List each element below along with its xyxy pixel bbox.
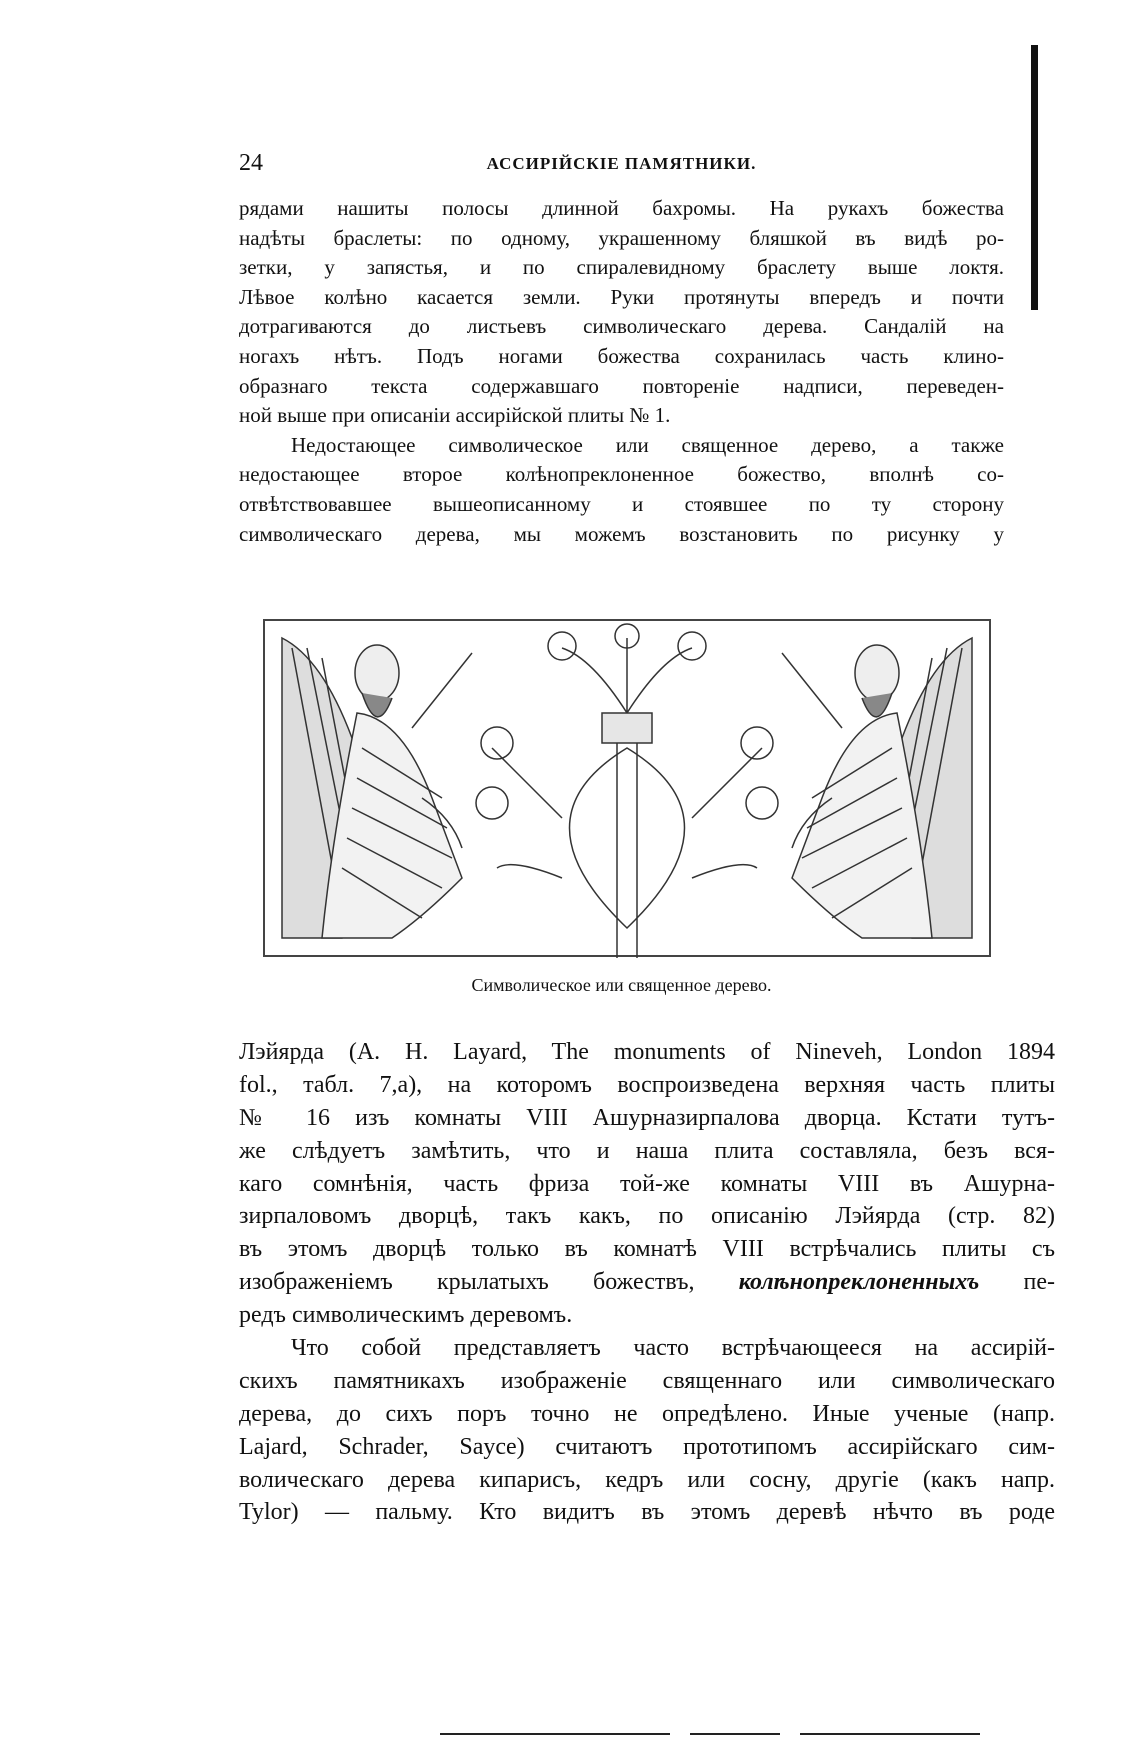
- text-line: образнаго текста содержавшаго повтореніе надписи, переведен-: [239, 373, 1004, 398]
- text-line: [239, 1266, 1055, 1299]
- text-line: дерева, до сихъ поръ точно не опредѣлено. Иные ученые (напр.: [239, 1400, 1055, 1427]
- scan-edge-mark: [1031, 45, 1038, 310]
- sacred-tree-illustration: [262, 618, 992, 958]
- text-line: надѣты браслеты: по одному, украшенному бляшкой въ видѣ ро-: [239, 225, 1004, 250]
- text-segment: пе-: [979, 1269, 1055, 1296]
- text-line: Лэйярда (A. H. Layard, The monuments of Nineveh, London 1894: [239, 1039, 1055, 1065]
- text-line: зирпаловомъ дворцѣ, такъ какъ, по описанію Лэйярда (стр. 82): [239, 1203, 1055, 1230]
- text-line: редъ символическимъ деревомъ.: [239, 1302, 573, 1329]
- running-head: АССИРІЙСКІЕ ПАМЯТНИКИ.: [486, 154, 757, 173]
- text-line: Недостающее символическое или священное дерево, а также: [291, 432, 1004, 457]
- text-line: зетки, у запястья, и по спиралевидному браслету выше локтя.: [239, 255, 1004, 280]
- scan-rule: [440, 1733, 670, 1735]
- text-line: Лѣвое колѣно касается земли. Руки протянуты впередъ и почти: [239, 284, 1004, 309]
- text-segment: изображеніемъ крылатыхъ божествъ,: [239, 1269, 739, 1296]
- text-line: въ этомъ дворцѣ только въ комнатѣ VIII встрѣчались плиты съ: [239, 1236, 1055, 1263]
- page-crop-edge: [1056, 1030, 1140, 1590]
- text-line: Lajard, Schrader, Sayce) считаютъ прототипомъ ассирійскаго сим-: [239, 1433, 1055, 1460]
- figure-caption: Символическое или священное дерево.: [471, 975, 772, 995]
- page-header: [239, 150, 1004, 180]
- text-line: fol., табл. 7,a), на которомъ воспроизведена верхняя часть плиты: [239, 1071, 1055, 1098]
- scan-rule: [800, 1733, 980, 1735]
- top-text: [239, 194, 1004, 549]
- right-winged-genie: [782, 638, 972, 938]
- emphasized-word: колѣнопреклоненныхъ: [738, 1269, 980, 1296]
- page-number: 24: [239, 150, 263, 176]
- text-line: рядами нашиты полосы длинной бахромы. На рукахъ божества: [239, 196, 1004, 220]
- text-line: дотрагиваются до листьевъ символическаго дерева. Сандалій на: [239, 314, 1004, 339]
- text-line: же слѣдуетъ замѣтить, что и наша плита составляла, безъ вся-: [239, 1137, 1055, 1164]
- text-line: волическаго дерева кипарисъ, кедръ или сосну, другіе (какъ напр.: [239, 1466, 1055, 1493]
- lower-text: [239, 1036, 1055, 1529]
- text-line: Tylor) — пальму. Кто видитъ въ этомъ деревѣ нѣчто въ роде: [239, 1499, 1055, 1526]
- sacred-tree: [476, 624, 778, 958]
- text-line: отвѣтствовавшее вышеописанному и стоявшее по ту сторону: [239, 491, 1004, 516]
- text-line: скихъ памятникахъ изображеніе священнаго или символическаго: [239, 1367, 1055, 1394]
- text-line: ногахъ нѣтъ. Подъ ногами божества сохранилась часть клино-: [239, 343, 1004, 368]
- scan-rule: [690, 1733, 780, 1735]
- text-line: символическаго дерева, мы можемъ возстановить по рисунку у: [239, 521, 1004, 546]
- text-line: каго сомнѣнія, часть фриза той-же комнаты VIII въ Ашурна-: [239, 1170, 1055, 1197]
- left-winged-genie: [282, 638, 472, 938]
- text-line: № 16 изъ комнаты VIII Ашурназирпалова дворца. Кстати тутъ-: [239, 1104, 1055, 1131]
- text-line: недостающее второе колѣнопреклоненное божество, вполнѣ со-: [239, 462, 1004, 487]
- text-line: ной выше при описаніи ассирійской плиты № 1.: [239, 403, 671, 428]
- text-line: Что собой представляетъ часто встрѣчающееся на ассирій-: [291, 1335, 1055, 1362]
